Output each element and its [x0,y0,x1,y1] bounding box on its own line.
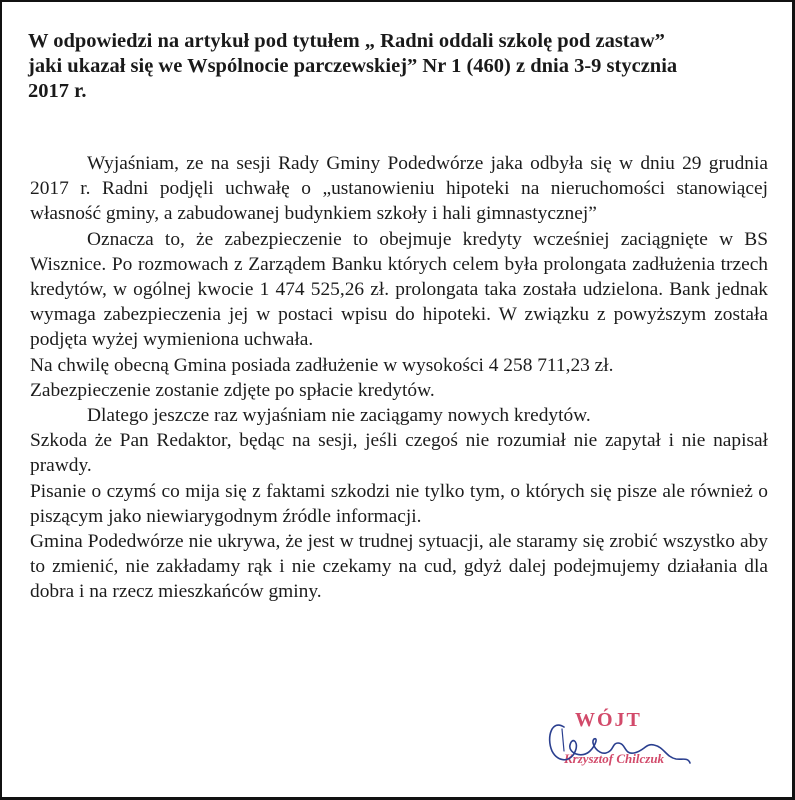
paragraph-editor: Szkoda że Pan Redaktor, będąc na sesji, jeśli czegoś nie rozumiał nie zapytał i nie napisał prawdy. [30,430,768,477]
official-stamp [542,707,692,777]
paragraph-closing: Gmina Podedwórze nie ukrywa, że jest w trudnej sytuacji, ale staramy się zrobić wszystko aby to zmienić, nie zakładamy rąk i nie czekamy na cud, gdyż dalej podejmujemy działania dla dobra i na rzecz mieszkańców gminy. [30,531,768,603]
heading-line: W odpowiedzi na artykuł pod tytułem „ Radni oddali szkolę pod zastaw” [28,30,665,52]
paragraph-security: Zabezpieczenie zostanie zdjęte po spłacie kredytów. [30,379,435,401]
letter-body [30,151,768,605]
stamp-name: Krzysztof Chilczuk [564,751,665,766]
paragraph-debt: Na chwilę obecną Gmina posiada zadłużenie w wysokości 4 258 711,23 zł. [30,354,614,376]
signature-tick [562,729,564,751]
signature-stroke [550,725,690,763]
paragraph-facts: Pisanie o czymś co mija się z faktami szkodzi nie tylko tym, o których się pisze ale również o piszącym jako niewiarygodnym źródle informacji. [30,480,768,527]
paragraph-loans: Oznacza to, że zabezpieczenie to obejmuje kredyty wcześniej zaciągnięte w BS Wisznice. Po rozmowach z Zarządem Banku których celem była prolongata zadłużenia trzech kredytów, w ogólnej kwocie 1 474 525,26 zł. prolongata taka została udzielona. Bank jednak wymaga zabezpieczenia jej w postaci wpisu do hipoteki. W związku z powyższym została podjęta wyżej wymieniona uchwała. [30,228,768,351]
heading-line: jaki ukazał się we Wspólnocie parczewskiej” Nr 1 (460) z dnia 3-9 stycznia [28,55,678,77]
handwritten-signature-icon [542,707,712,777]
heading-line: 2017 r. [28,80,87,102]
paragraph-explanation: Wyjaśniam, ze na sesji Rady Gminy Podedwórze jaka odbyła się w dniu 29 grudnia 2017 r. Radni podjęli uchwałę o „ustanowieniu hipoteki na nieruchomości stanowiącej własność gminy, a zabudowanej budynkiem szkoły i hali gimnastycznej” [30,153,768,225]
stamp-title: WÓJT [575,709,642,731]
letter-heading [28,29,768,104]
paragraph-no-new-loans: Dlatego jeszcze raz wyjaśniam nie zaciągamy nowych kredytów. [87,405,591,427]
